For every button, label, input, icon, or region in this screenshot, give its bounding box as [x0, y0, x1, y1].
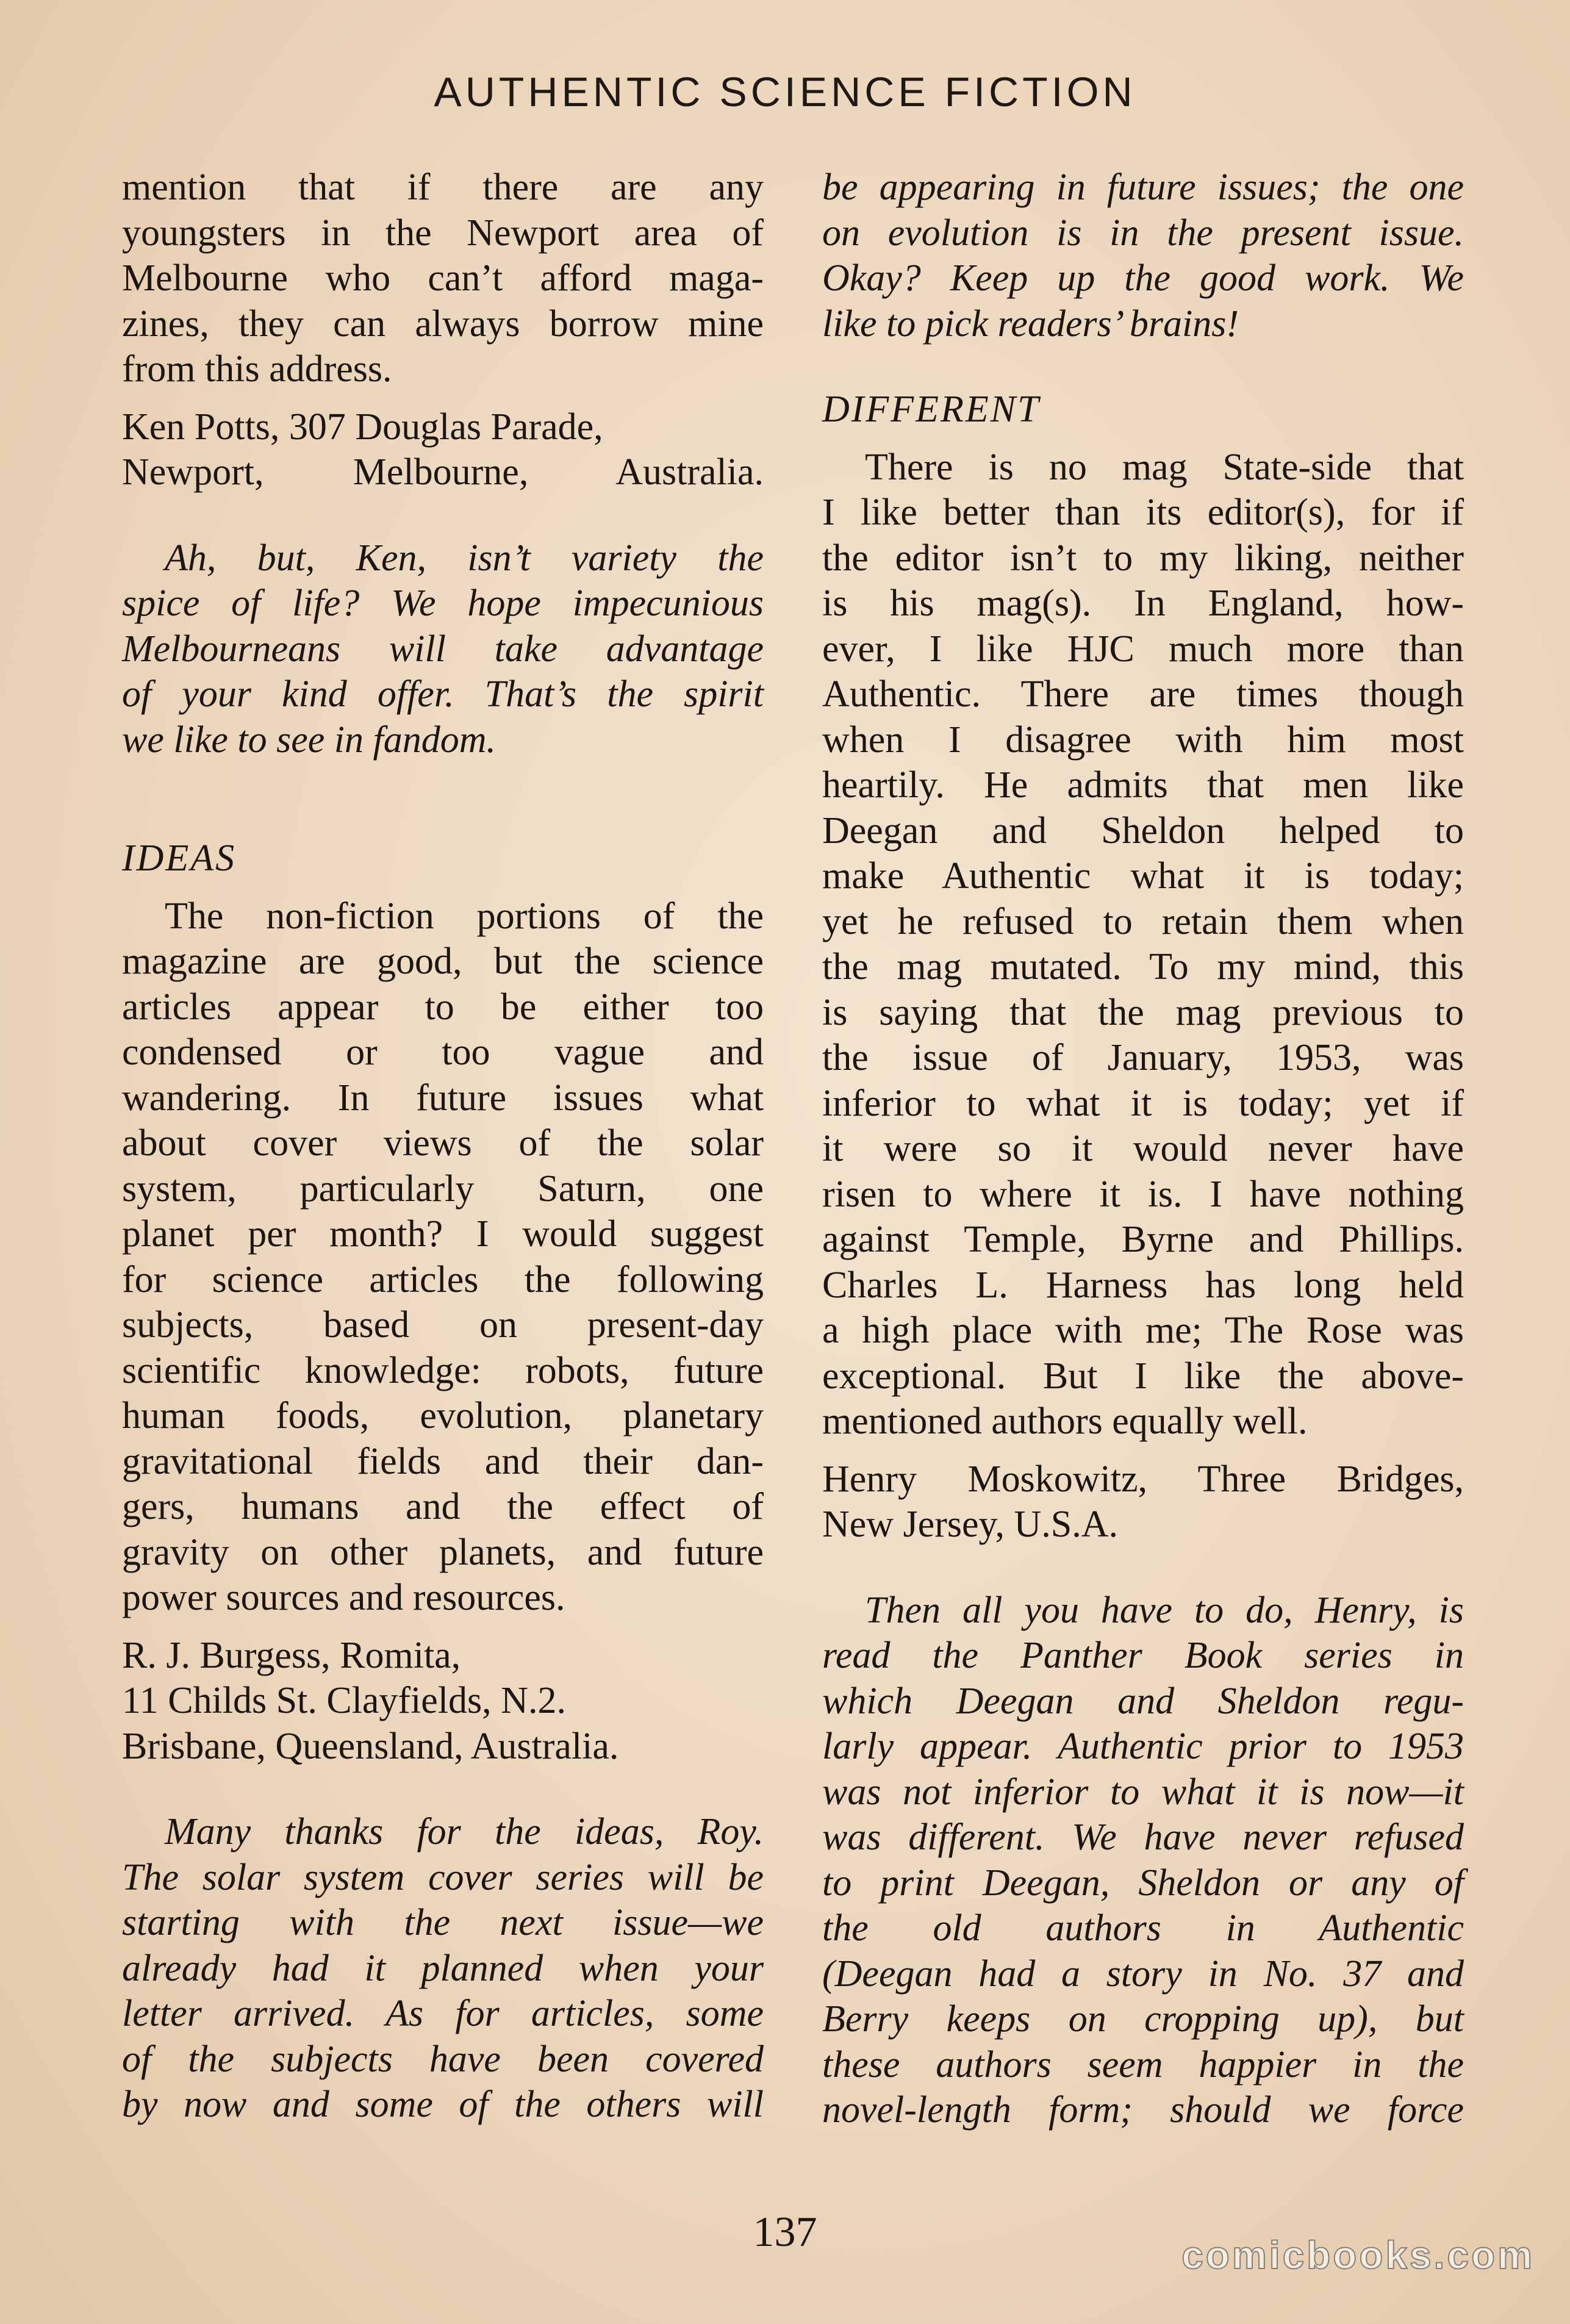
page-number: 137	[753, 2209, 817, 2256]
body-line: is his mag(s). In England, how-	[822, 583, 1464, 624]
body-line: a high place with me; The Rose was	[822, 1310, 1464, 1351]
reply-line: be appearing in future issues; the one	[822, 167, 1464, 208]
body-line: the issue of January, 1953, was	[822, 1037, 1464, 1078]
reply-line: was not inferior to what it is now—it	[822, 1771, 1464, 1813]
signature-line: Henry Moskowitz, Three Bridges,	[822, 1458, 1464, 1500]
body-line: exceptional. But I like the above-	[822, 1355, 1464, 1397]
reply-line: already had it planned when your	[122, 1947, 764, 1989]
reply-line: was different. We have never refused	[822, 1817, 1464, 1858]
reply-line: letter arrived. As for articles, some	[122, 1993, 764, 2034]
reply-line: Then all you have to do, Henry, is	[865, 1589, 1464, 1631]
body-line: youngsters in the Newport area of	[122, 212, 764, 254]
body-line: Melbourne who can’t afford maga-	[122, 257, 764, 299]
body-line: mention that if there are any	[122, 167, 764, 208]
body-line: it were so it would never have	[822, 1128, 1464, 1169]
reply-line: Okay? Keep up the good work. We	[822, 257, 1464, 299]
body-line: zines, they can always borrow mine	[122, 303, 764, 345]
body-line: system, particularly Saturn, one	[122, 1167, 764, 1210]
reply-line: Berry keeps on cropping up), but	[822, 1998, 1464, 2040]
reply-line: Ah, but, Ken, isn’t variety the	[165, 537, 764, 579]
body-line: against Temple, Byrne and Phillips.	[822, 1219, 1464, 1260]
body-line: Charles L. Harness has long held	[822, 1264, 1464, 1306]
reply-line: of the subjects have been covered	[122, 2038, 764, 2080]
body-line: scientific knowledge: robots, future	[122, 1349, 764, 1391]
body-line: the editor isn’t to my liking, neither	[822, 537, 1464, 579]
reply-line: of your kind offer. That’s the spirit	[122, 673, 764, 715]
right-column	[822, 165, 1464, 2133]
signature-line: New Jersey, U.S.A.	[822, 1504, 1119, 1545]
body-line: condensed or too vague and	[122, 1031, 764, 1073]
reply-line: Melbourneans will take advantage	[122, 628, 764, 670]
reply-line: the old authors in Authentic	[822, 1907, 1464, 1949]
body-line: There is no mag State-side that	[865, 446, 1464, 488]
body-line: for science articles the following	[122, 1258, 764, 1300]
body-line: magazine are good, but the science	[122, 941, 764, 982]
body-line: risen to where it is. I have nothing	[822, 1173, 1464, 1215]
signature-line: Ken Potts, 307 Douglas Parade,	[122, 406, 603, 448]
body-line: articles appear to be either too	[122, 986, 764, 1028]
signature-line: Newport, Melbourne, Australia.	[122, 451, 764, 493]
body-line: ever, I like HJC much more than	[822, 628, 1464, 670]
reply-line: read the Panther Book series in	[822, 1635, 1464, 1676]
reply-line: (Deegan had a story in No. 37 and	[822, 1953, 1464, 1995]
section-heading-ideas: IDEAS	[122, 837, 237, 879]
reply-line: like to pick readers’ brains!	[822, 303, 1239, 345]
body-line: Authentic. There are times though	[822, 673, 1464, 715]
body-line: The non-fiction portions of the	[165, 895, 764, 937]
body-line: make Authentic what it is today;	[822, 855, 1464, 897]
left-column	[122, 165, 764, 2128]
reply-line: which Deegan and Sheldon regu-	[822, 1680, 1464, 1722]
body-line: power sources and resources.	[122, 1577, 565, 1618]
body-line: the mag mutated. To my mind, this	[822, 946, 1464, 988]
reply-line: by now and some of the others will	[122, 2084, 764, 2125]
reply-line: Many thanks for the ideas, Roy.	[165, 1811, 764, 1852]
reply-line: we like to see in fandom.	[122, 719, 496, 761]
running-title: AUTHENTIC SCIENCE FICTION	[434, 69, 1136, 115]
body-line: heartily. He admits that men like	[822, 764, 1464, 806]
signature-line: R. J. Burgess, Romita,	[122, 1634, 461, 1676]
body-line: I like better than its editor(s), for if	[822, 492, 1464, 533]
body-line: subjects, based on present-day	[122, 1304, 764, 1346]
section-heading-different: DIFFERENT	[822, 389, 1041, 430]
reply-line: to print Deegan, Sheldon or any of	[822, 1862, 1464, 1904]
body-line: mentioned authors equally well.	[822, 1400, 1308, 1442]
body-line: wandering. In future issues what	[122, 1077, 764, 1119]
body-line: planet per month? I would suggest	[122, 1213, 764, 1255]
reply-line: larly appear. Authentic prior to 1953	[822, 1726, 1464, 1767]
body-line: when I disagree with him most	[822, 719, 1464, 761]
body-line: human foods, evolution, planetary	[122, 1395, 764, 1436]
watermark-logo: comicbooks.com	[1181, 2233, 1535, 2277]
body-line: gravitational fields and their dan-	[122, 1440, 764, 1482]
body-line: Deegan and Sheldon helped to	[822, 809, 1464, 852]
body-line: from this address.	[122, 348, 392, 390]
body-line: inferior to what it is today; yet if	[822, 1082, 1464, 1124]
body-line: gers, humans and the effect of	[122, 1486, 764, 1527]
reply-line: spice of life? We hope impecunious	[122, 583, 764, 624]
reply-line: on evolution is in the present issue.	[822, 212, 1464, 254]
signature-line: 11 Childs St. Clayfields, N.2.	[122, 1680, 566, 1721]
reply-line: starting with the next issue—we	[122, 1902, 764, 1943]
body-line: yet he refused to retain them when	[822, 900, 1464, 942]
body-line: is saying that the mag previous to	[822, 991, 1464, 1033]
reply-line: these authors seem happier in the	[822, 2043, 1464, 2086]
reply-line: novel-length form; should we force	[822, 2089, 1464, 2131]
body-line: gravity on other planets, and future	[122, 1531, 764, 1573]
signature-line: Brisbane, Queensland, Australia.	[122, 1725, 619, 1767]
body-line: about cover views of the solar	[122, 1122, 764, 1164]
reply-line: The solar system cover series will be	[122, 1856, 764, 1898]
